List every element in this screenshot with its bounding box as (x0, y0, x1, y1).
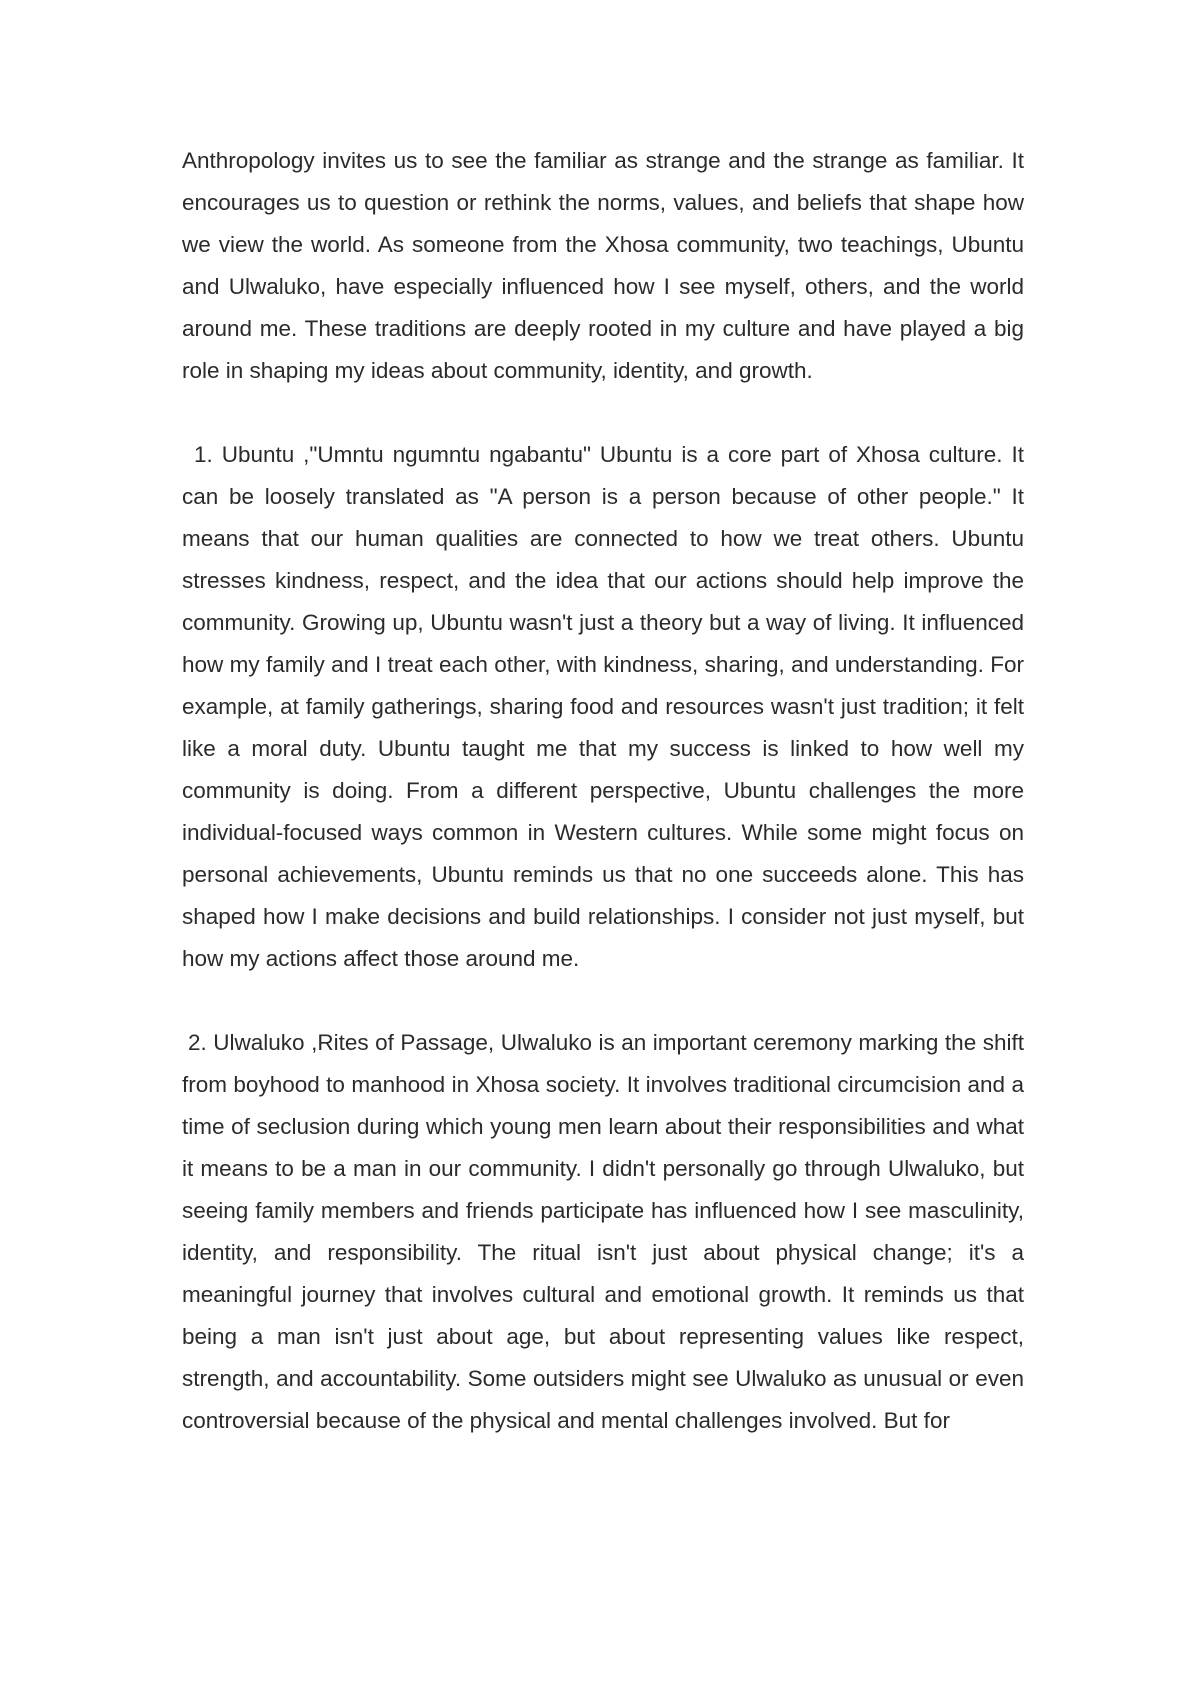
paragraph-spacer (182, 392, 1024, 434)
paragraph-intro (182, 140, 1024, 392)
paragraph-ubuntu (182, 434, 1024, 980)
list-number-2: 2. (188, 1030, 207, 1055)
paragraph-intro-text: Anthropology invites us to see the familiar as strange and the strange as familiar. It encourages us to question or rethink the norms, values, and beliefs that shape how we view the world. As someone from the Xhosa community, two teachings, Ubuntu and Ulwaluko, have especially influenced how I see myself, others, and the world around me. These traditions are deeply rooted in my culture and have played a big role in shaping my ideas about community, identity, and growth. (182, 148, 1024, 383)
paragraph-ulwaluko-text: Ulwaluko ,Rites of Passage, Ulwaluko is an important ceremony marking the shift from boyhood to manhood in Xhosa society. It involves traditional circumcision and a time of seclusion during which young men learn about their responsibilities and what it means to be a man in our community. I didn't personally go through Ulwaluko, but seeing family members and friends participate has influenced how I see masculinity, identity, and responsibility. The ritual isn't just about physical change; it's a meaningful journey that involves cultural and emotional growth. It reminds us that being a man isn't just about age, but about representing values like respect, strength, and accountability. Some outsiders might see Ulwaluko as unusual or even controversial because of the physical and mental challenges involved. But for (182, 1030, 1024, 1433)
paragraph-spacer (182, 980, 1024, 1022)
paragraph-ulwaluko (182, 1022, 1024, 1442)
paragraph-ubuntu-text: Ubuntu ,"Umntu ngumntu ngabantu" Ubuntu is a core part of Xhosa culture. It can be loosely translated as "A person is a person because of other people." It means that our human qualities are connected to how we treat others. Ubuntu stresses kindness, respect, and the idea that our actions should help improve the community. Growing up, Ubuntu wasn't just a theory but a way of living. It influenced how my family and I treat each other, with kindness, sharing, and understanding. For example, at family gatherings, sharing food and resources wasn't just tradition; it felt like a moral duty. Ubuntu taught me that my success is linked to how well my community is doing. From a different perspective, Ubuntu challenges the more individual-focused ways common in Western cultures. While some might focus on personal achievements, Ubuntu reminds us that no one succeeds alone. This has shaped how I make decisions and build relationships. I consider not just myself, but how my actions affect those around me. (182, 442, 1024, 971)
document-body (182, 140, 1024, 1442)
list-number-1: 1. (194, 442, 213, 467)
